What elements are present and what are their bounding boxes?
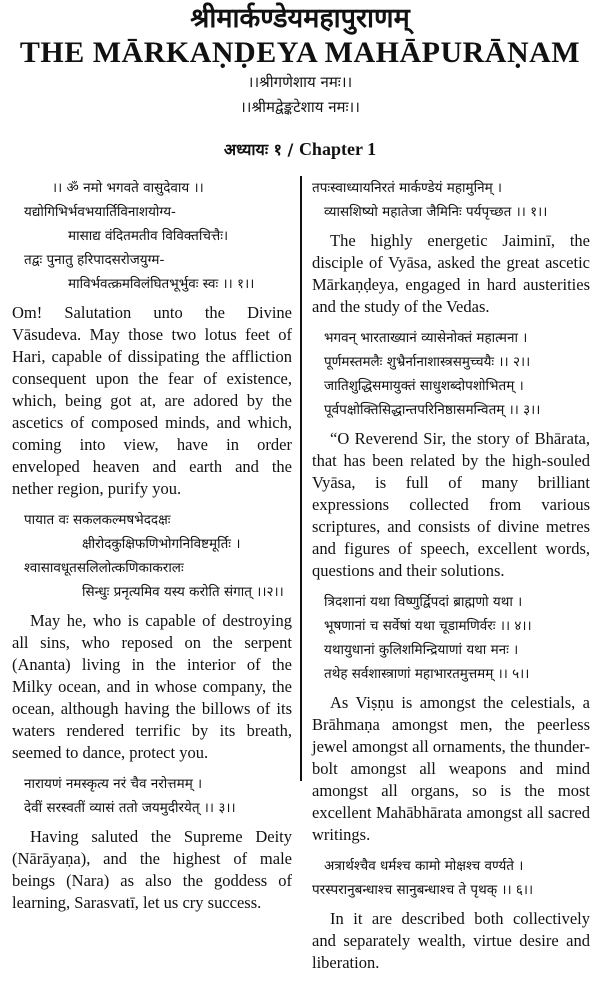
right-column	[312, 176, 590, 982]
verse-line: जातिशुद्धिसमायुक्तं साधुशब्दोपशोभितम् ।	[324, 378, 524, 394]
verse-line: पायात वः सकलकल्मषभेददक्षः	[24, 512, 171, 528]
verse-line: ।। ॐ नमो भगवते वासुदेवाय ।।	[52, 180, 204, 196]
chapter-heading	[0, 136, 600, 163]
invocation-venkatesha: ।।श्रीमद्वेङ्कटेशाय नमः।।	[240, 98, 360, 116]
verse-line: पूर्वपक्षोक्तिसिद्धान्तपरिनिष्ठासमन्वितम् ।। ३।।	[324, 402, 541, 418]
verse-line: सिन्धुः प्रनृत्यमिव यस्य करोति संगात् ।।२।।	[82, 584, 284, 600]
chapter-english: Chapter 1	[298, 139, 377, 159]
verse-line: भगवन् भारताख्यानं व्यासेनोक्तं महात्मना ।	[324, 330, 528, 346]
verse-line: क्षीरोदकुक्षिफणिभोगनिविष्टमूर्तिः ।	[82, 536, 241, 552]
verse-line: त्रिदशानां यथा विष्णुर्द्विपदां ब्राह्मणो यथा ।	[324, 594, 523, 610]
two-column-body	[12, 176, 590, 972]
verse-line: नारायणं नमस्कृत्य नरं चैव नरोत्तमम् ।	[24, 776, 203, 792]
chapter-sanskrit: अध्यायः १ /	[223, 140, 299, 159]
invocation-ganesha: ।।श्रीगणेशाय नमः।।	[247, 73, 353, 91]
verse-line: माविर्भवत्क्रमविलंघितभूर्भुवः स्वः ।। १।।	[68, 276, 255, 292]
book-page	[0, 2, 600, 972]
verse-line: पूर्णमस्तमलैः शुभ्रैर्नानाशास्त्रसमुच्चयैः ।। २।।	[324, 354, 531, 370]
translation-paragraph: May he, who is capable of destroying all sins, who reposed on the serpent (Ananta) living in the interior of the Milky ocean, and in whose company, the ocean, although having the billows of its waters rendered terrific by its breath, seemed to dance, protect you.	[12, 611, 292, 762]
translation-paragraph: “O Reverend Sir, the story of Bhārata, that has been related by the high-souled Vyāsa, is full of many brilliant expressions collected from various scriptures, and consists of divine metres and figures of speech, excellent words, questions and their solutions.	[312, 429, 590, 580]
translation-paragraph: The highly energetic Jaiminī, the disciple of Vyāsa, asked the great ascetic Mārkaṇḍeya, engaged in hard austerities and the study of the Vedas.	[312, 231, 590, 316]
verse-line: अत्रार्थश्चैव धर्मश्च कामो मोक्षश्च वर्ण्यते ।	[324, 858, 524, 874]
translation-paragraph: Having saluted the Supreme Deity (Nārāyaṇa), and the highest of male beings (Nara) as also the goddess of learning, Sarasvatī, let us cry success.	[12, 827, 292, 912]
verse-line: देवीं सरस्वतीं व्यासं ततो जयमुदीरयेत् ।। ३।।	[24, 800, 236, 816]
verse-line: तद्वः पुनातु हरिपादसरोजयुग्म-	[24, 252, 165, 268]
page-header	[0, 2, 600, 163]
translation-paragraph: In it are described both collectively and separately wealth, virtue desire and liberation.	[312, 909, 590, 972]
verse-line: भूषणानां च सर्वेषां यथा चूडामणिर्वरः ।। ४।।	[324, 618, 532, 634]
verse-line: श्वासावधूतसलिलोत्कणिकाकरालः	[24, 560, 184, 576]
verse-line: तथेह सर्वशास्त्राणां महाभारतमुत्तमम् ।। ५।।	[324, 666, 530, 682]
verse-line: परस्परानुबन्धाश्च सानुबन्धाश्च ते पृथक् ।। ६।।	[312, 882, 534, 898]
verse-line: यद्योगिभिर्भवभयार्तिविनाशयोग्य-	[24, 204, 176, 220]
translation-paragraph: As Viṣṇu is amongst the celestials, a Brāhmaṇa amongst men, the peerless jewel amongst all ornaments, the thunder-bolt amongst all weapons and mind amongst all organs, so is the most excellent Mahābhārata amongst all sacred writings.	[312, 693, 590, 844]
verse-line: व्यासशिष्यो महातेजा जैमिनिः पर्यपृच्छत ।। १।।	[324, 204, 548, 220]
left-column	[12, 176, 292, 922]
translation-paragraph: Om! Salutation unto the Divine Vāsudeva. May those two lotus feet of Hari, capable of dissipating the affliction consequent upon the fear of existence, which, being got at, are adored by the ascetics of composed minds, and which, coming into view, have in order enveloped heaven and earth and the nether region, purify you.	[12, 303, 292, 498]
sanskrit-title: श्रीमार्कण्डेयमहापुराणम्	[190, 3, 410, 34]
english-title: THE MĀRKAṆḌEYA MAHĀPURĀṆAM	[19, 36, 581, 69]
column-divider	[300, 176, 302, 781]
verse-line: मासाद्य वंदितमतीव विविक्तचित्तैः।	[68, 228, 229, 244]
verse-line: तपःस्वाध्यायनिरतं मार्कण्डेयं महामुनिम् ।	[312, 180, 503, 196]
verse-line: यथायुधानां कुलिशमिन्द्रियाणां यथा मनः ।	[324, 642, 519, 658]
